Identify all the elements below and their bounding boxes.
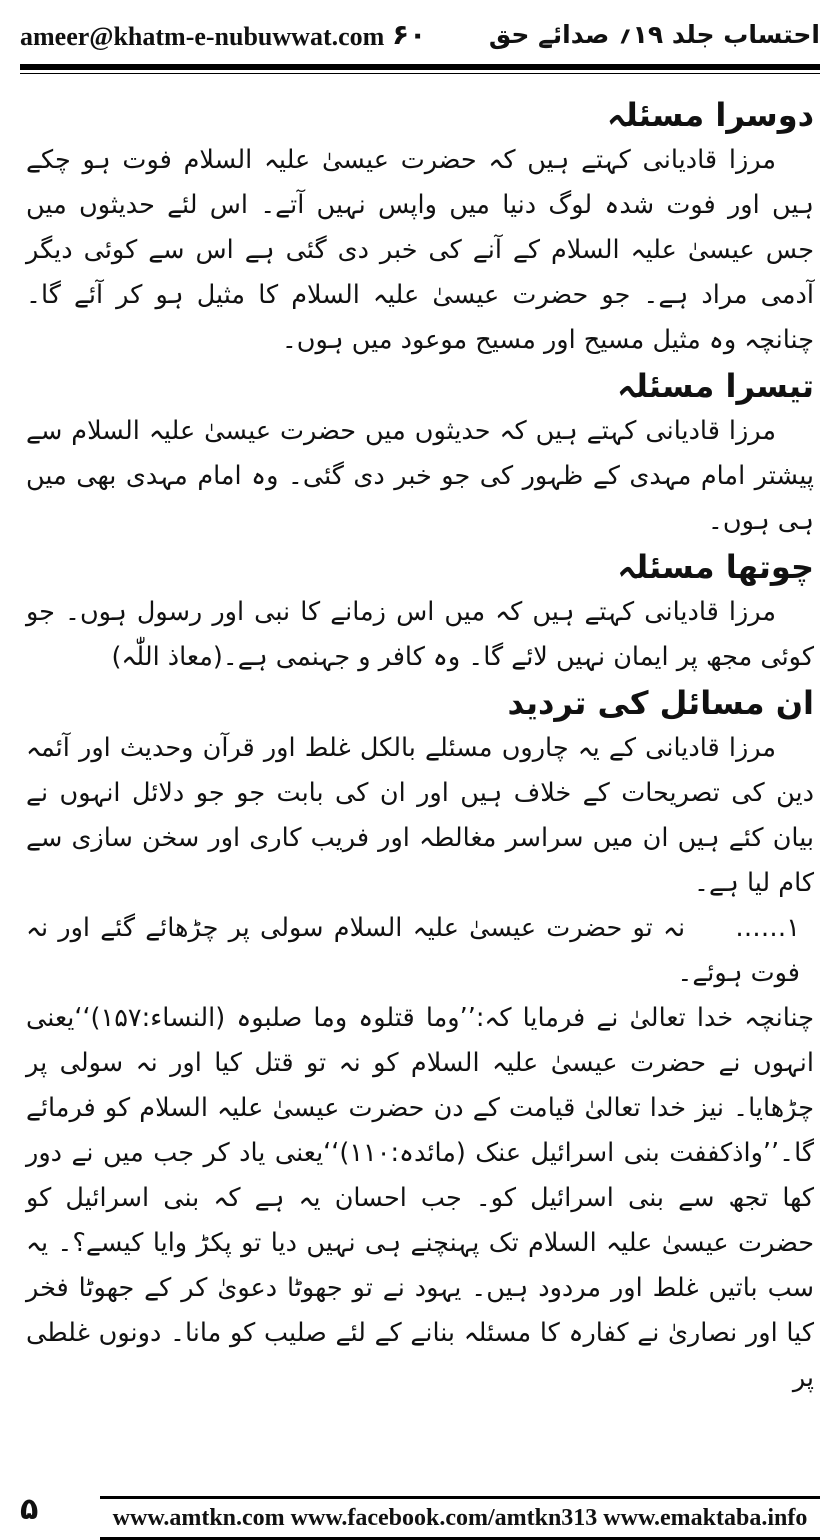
book-title: احتساب جلد ۱۹؍ صدائے حق — [488, 20, 820, 49]
section-heading: تیسرا مسئلہ — [617, 367, 814, 405]
page-footer — [0, 1490, 840, 1540]
header-rule-thick — [20, 64, 820, 70]
page-body — [26, 92, 814, 1401]
header-email: ameer@khatm-e-nubuwwat.com — [20, 22, 385, 51]
item-text: نہ تو حضرت عیسیٰ علیہ السلام سولی پر چڑھائے گئے اور نہ فوت ہوئے۔ — [26, 913, 800, 988]
section-heading: ان مسائل کی تردید — [507, 684, 814, 722]
footer-links: www.amtkn.com www.facebook.com/amtkn313 www.emaktaba.info — [100, 1496, 820, 1540]
closing-paragraph: چنانچہ خدا تعالیٰ نے فرمایا کہ:’’وما قتلوہ وما صلبوہ (النساء:۱۵۷)‘‘یعنی انہوں نے حضرت عیسیٰ علیہ السلام کو نہ تو قتل کیا اور نہ سولی پر چڑھایا۔ نیز خدا تعالیٰ قیامت کے دن حضرت عیسیٰ علیہ السلام کو فرمائے گا۔’’واذکففت بنی اسرائیل عنک (مائدہ:۱۱۰)‘‘یعنی یاد کر جب میں نے دور کھا تجھ سے بنی اسرائیل کو۔ جب احسان یہ ہے کہ بنی اسرائیل کو حضرت عیسیٰ علیہ السلام تک پہنچنے ہی نہیں دیا تو پکڑ وایا کیسے؟۔ یہ سب باتیں غلط اور مردود ہیں۔ یہود نے تو جھوٹا دعویٰ کر کے جھوٹا فخر کیا اور نصاریٰ نے کفارہ کا مسئلہ بنانے کے لئے صلیب کو مانا۔ دونوں غلطی پر — [26, 1003, 814, 1393]
page-header — [20, 18, 820, 58]
footer-number: ۵ — [20, 1492, 39, 1527]
body-paragraph: مرزا قادیانی کہتے ہیں کہ میں اس زمانے کا نبی اور رسول ہوں۔ جو کوئی مجھ پر ایمان نہیں لائے گا۔ وہ کافر و جہنمی ہے۔(معاذ اللّٰہ) — [26, 597, 814, 672]
page-number: ۶۰ — [392, 18, 427, 51]
item-marker: ۱…… — [735, 913, 800, 943]
numbered-item — [26, 906, 814, 996]
body-paragraph: مرزا قادیانی کہتے ہیں کہ حدیثوں میں حضرت عیسیٰ علیہ السلام سے پیشتر امام مہدی کے ظہور کی جو خبر دی گئی۔ وہ امام مہدی بھی میں ہی ہوں۔ — [26, 416, 814, 536]
section-heading: چوتھا مسئلہ — [617, 548, 814, 586]
body-paragraph: مرزا قادیانی کہتے ہیں کہ حضرت عیسیٰ علیہ السلام فوت ہو چکے ہیں اور فوت شدہ لوگ دنیا میں واپس نہیں آتے۔ اس لئے حدیثوں میں جس عیسیٰ علیہ السلام کے آنے کی خبر دی گئی ہے اس سے کوئی دیگر آدمی مراد ہے۔ جو حضرت عیسیٰ علیہ السلام کا مثیل ہو کر آئے گا۔ چنانچہ وہ مثیل مسیح اور مسیح موعود میں ہوں۔ — [26, 145, 814, 355]
section-heading: دوسرا مسئلہ — [606, 96, 814, 134]
body-paragraph: مرزا قادیانی کے یہ چاروں مسئلے بالکل غلط اور قرآن وحدیث اور آئمہ دین کی تصریحات کے خلاف ہیں اور ان کی بابت جو جو دلائل انہوں نے بیان کئے ہیں ان میں سراسر مغالطہ اور فریب کاری اور سخن سازی سے کام لیا ہے۔ — [26, 733, 814, 898]
header-rule-thin — [20, 73, 820, 74]
